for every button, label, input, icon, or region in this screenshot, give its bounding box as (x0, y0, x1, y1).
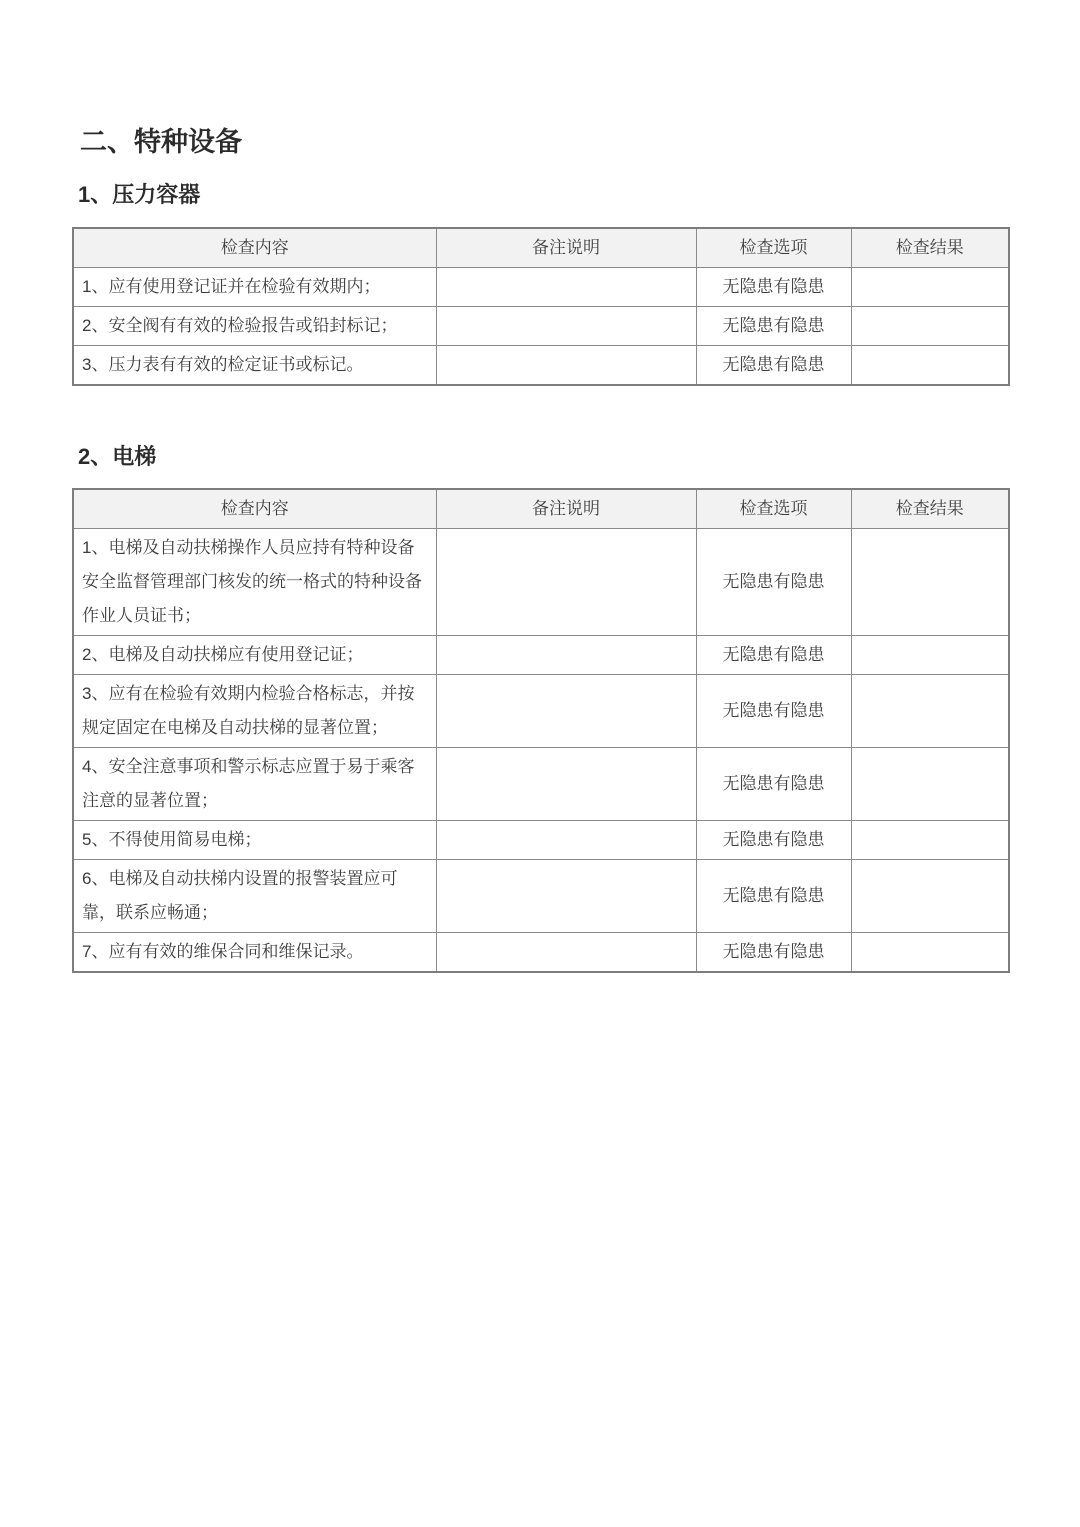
cell-check-content: 2、安全阀有有效的检验报告或铅封标记； (73, 306, 436, 345)
table-row (73, 529, 1009, 636)
cell-check-content: 5、不得使用简易电梯； (73, 821, 436, 860)
cell-check-result (851, 933, 1009, 973)
cell-check-content: 2、电梯及自动扶梯应有使用登记证； (73, 636, 436, 675)
document-title: 二、特种设备 (80, 127, 242, 157)
cell-check-options[interactable]: 无隐患有隐患 (696, 306, 851, 345)
cell-check-result (851, 345, 1009, 385)
cell-note (436, 860, 696, 933)
cell-note (436, 345, 696, 385)
cell-check-result (851, 748, 1009, 821)
col-header-check-result: 检查结果 (851, 228, 1009, 268)
cell-note (436, 267, 696, 306)
pressure-vessel-table (72, 227, 1010, 386)
cell-check-content: 3、压力表有有效的检定证书或标记。 (73, 345, 436, 385)
cell-note (436, 748, 696, 821)
cell-check-result (851, 675, 1009, 748)
col-header-note: 备注说明 (436, 228, 696, 268)
cell-check-result (851, 860, 1009, 933)
cell-check-result (851, 306, 1009, 345)
cell-note (436, 636, 696, 675)
cell-check-content: 6、电梯及自动扶梯内设置的报警装置应可靠，联系应畅通； (73, 860, 436, 933)
cell-note (436, 529, 696, 636)
section-title-pressure-vessel: 1、压力容器 (78, 182, 201, 208)
cell-check-result (851, 636, 1009, 675)
cell-check-options[interactable]: 无隐患有隐患 (696, 345, 851, 385)
col-header-check-content: 检查内容 (73, 489, 436, 529)
cell-note (436, 306, 696, 345)
cell-check-content: 1、应有使用登记证并在检验有效期内； (73, 267, 436, 306)
cell-check-content: 7、应有有效的维保合同和维保记录。 (73, 933, 436, 973)
cell-check-content: 4、安全注意事项和警示标志应置于易于乘客注意的显著位置； (73, 748, 436, 821)
cell-check-options[interactable]: 无隐患有隐患 (696, 748, 851, 821)
table-row (73, 345, 1009, 385)
table-row (73, 748, 1009, 821)
col-header-note: 备注说明 (436, 489, 696, 529)
cell-check-result (851, 821, 1009, 860)
table-row (73, 267, 1009, 306)
section-elevator (72, 444, 1008, 973)
table-header-row (73, 228, 1009, 268)
cell-check-options[interactable]: 无隐患有隐患 (696, 636, 851, 675)
table-row (73, 821, 1009, 860)
cell-note (436, 821, 696, 860)
cell-check-options[interactable]: 无隐患有隐患 (696, 267, 851, 306)
col-header-check-content: 检查内容 (73, 228, 436, 268)
cell-check-content: 1、电梯及自动扶梯操作人员应持有特种设备安全监督管理部门核发的统一格式的特种设备作业人员证书； (73, 529, 436, 636)
cell-check-result (851, 529, 1009, 636)
section-title-elevator: 2、电梯 (78, 443, 157, 469)
table-header-row (73, 489, 1009, 529)
col-header-check-result: 检查结果 (851, 489, 1009, 529)
table-row (73, 933, 1009, 973)
table-row (73, 306, 1009, 345)
cell-check-options[interactable]: 无隐患有隐患 (696, 529, 851, 636)
table-row (73, 675, 1009, 748)
section-pressure-vessel (72, 182, 1008, 385)
col-header-check-options: 检查选项 (696, 228, 851, 268)
cell-check-options[interactable]: 无隐患有隐患 (696, 821, 851, 860)
table-row (73, 860, 1009, 933)
cell-check-result (851, 267, 1009, 306)
table-row (73, 636, 1009, 675)
cell-check-content: 3、应有在检验有效期内检验合格标志，并按规定固定在电梯及自动扶梯的显著位置； (73, 675, 436, 748)
cell-check-options[interactable]: 无隐患有隐患 (696, 675, 851, 748)
cell-note (436, 933, 696, 973)
cell-check-options[interactable]: 无隐患有隐患 (696, 933, 851, 973)
cell-check-options[interactable]: 无隐患有隐患 (696, 860, 851, 933)
elevator-table (72, 488, 1010, 973)
cell-note (436, 675, 696, 748)
col-header-check-options: 检查选项 (696, 489, 851, 529)
